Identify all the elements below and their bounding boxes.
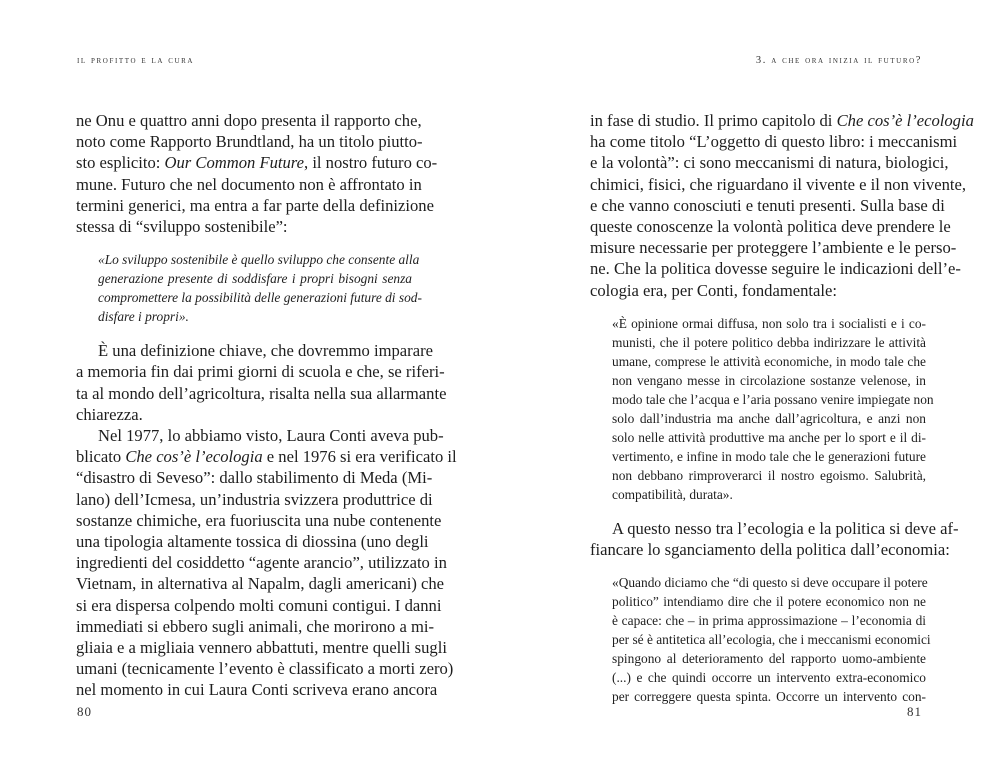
- text-line: umani (tecnicamente l’evento è classificato a morti zero): [76, 659, 454, 679]
- quote-line: munisti, che il potere politico debba indirizzare le attività: [612, 334, 926, 350]
- text-line: sto esplicito: Our Common Future, il nostro futuro co-: [76, 153, 438, 173]
- conti-quote-1: [612, 314, 934, 504]
- quote-line: disfare i propri».: [98, 309, 189, 325]
- quote-line: solo dall’industria ma anche dall’agricoltura, e anzi non: [612, 410, 926, 426]
- text-line: una tipologia altamente tossica di diossina (uno degli: [76, 532, 429, 552]
- text-line: termini generici, ma entra a far parte della definizione: [76, 195, 434, 215]
- quote-line: spingono al deterioramento del rapporto uomo-ambiente: [612, 651, 926, 667]
- text-line: si era dispersa colpendo molti comuni contigui. I danni: [76, 595, 442, 615]
- text-line: lano) dell’Icmesa, un’industria svizzera produttrice di: [76, 489, 433, 509]
- text-line: A questo nesso tra l’ecologia e la politica si deve af-: [612, 518, 959, 538]
- text-line: ta al mondo dell’agricoltura, risalta nella sua allarmante: [76, 383, 447, 403]
- left-paragraph-3: [76, 425, 457, 701]
- quote-line: «Quando diciamo che “di questo si deve occupare il potere: [612, 575, 928, 591]
- text-line: nel momento in cui Laura Conti scriveva erano ancora: [76, 680, 438, 700]
- running-head-left: il profitto e la cura: [77, 55, 195, 66]
- quote-line: non vengano messe in circolazione sostanze velenose, in: [612, 372, 926, 388]
- text-line: ne Onu e quattro anni dopo presenta il rapporto che,: [76, 111, 422, 130]
- quote-line: per correggere questa spinta. Occorre un intervento con-: [612, 689, 926, 705]
- text-line: ingredienti del cosiddetto “agente arancio”, utilizzato in: [76, 553, 447, 573]
- quote-line: è capace: che – in prima approssimazione – l’economia di: [612, 613, 926, 629]
- quote-line: umane, comprese le attività economiche, in modo tale che: [612, 353, 926, 369]
- text-line: stessa di “sviluppo sostenibile”:: [76, 217, 288, 237]
- quote-line: compromettere la possibilità delle generazioni future di sod-: [98, 290, 422, 306]
- text-line: e la volontà”: ci sono meccanismi di natura, biologici,: [590, 153, 949, 173]
- quote-line: solo nelle attività produttive ma anche per lo sport e il di-: [612, 429, 926, 445]
- text-line: chimici, fisici, che riguardano il vivente e il non vivente,: [590, 174, 967, 194]
- right-paragraph-2: [590, 518, 959, 560]
- text-line: sostanze chimiche, era fuoriuscita una nube contenente: [76, 510, 442, 530]
- text-line: cologia era, per Conti, fondamentale:: [590, 280, 837, 300]
- quote-line: vertimento, e infine in modo tale che le generazioni future: [612, 448, 926, 464]
- quote-line: compatibilità, durata».: [612, 486, 733, 502]
- text-line: queste conoscenze la volontà politica deve prendere le: [590, 217, 951, 237]
- quote-line: «È opinione ormai diffusa, non solo tra i socialisti e i co-: [612, 315, 926, 331]
- text-line: chiarezza.: [76, 404, 143, 424]
- text-line: Vietnam, in alternativa al Napalm, dagli americani) che: [76, 574, 445, 594]
- text-line: fiancare lo sganciamento della politica dall’economia:: [590, 540, 950, 560]
- right-page: [500, 0, 1000, 768]
- quote-line: modo tale che l’acqua e l’aria possano venire impiegate non: [612, 391, 934, 407]
- quote-line: politico” intendiamo dire che il potere economico non ne: [612, 594, 926, 610]
- book-title-our-common-future: Our Common Future: [164, 153, 305, 173]
- text-line: misure necessarie per proteggere l’ambiente e le perso-: [590, 238, 957, 258]
- page-number-right: 81: [907, 704, 922, 719]
- text-line: ne. Che la politica dovesse seguire le indicazioni dell’e-: [590, 259, 961, 279]
- text-line: in fase di studio. Il primo capitolo di Che cos’è l’ecologia: [590, 111, 974, 130]
- text-line: blicato Che cos’è l’ecologia e nel 1976 si era verificato il: [76, 447, 457, 467]
- text-line: immediati si ebbero sugli animali, che morirono a mi-: [76, 616, 435, 636]
- page-number-left: 80: [77, 704, 92, 719]
- left-paragraph-1: [76, 110, 438, 237]
- brundtland-quote: [98, 250, 422, 326]
- book-title-che-cose-lecologia: Che cos’è l’ecologia: [836, 111, 974, 130]
- text-line: Nel 1977, lo abbiamo visto, Laura Conti aveva pub-: [98, 426, 444, 446]
- quote-line: per sé è antitetica all’ecologia, che i meccanismi economici: [612, 632, 931, 648]
- right-page-text: [590, 110, 974, 720]
- text-line: “disastro di Seveso”: dallo stabilimento di Meda (Mi-: [76, 468, 433, 488]
- text-line: gliaia e a migliaia vennero abbattuti, mentre quelli sugli: [76, 638, 447, 658]
- quote-line: non debbano rimproverarci il nostro egoismo. Salubrità,: [612, 467, 926, 483]
- conti-quote-2: [612, 573, 931, 706]
- text-line: È una definizione chiave, che dovremmo imparare: [98, 341, 433, 361]
- quote-line: (...) e che quindi occorre un intervento extra-economico: [612, 670, 926, 686]
- quote-line: «Lo sviluppo sostenibile è quello sviluppo che consente alla: [98, 252, 420, 268]
- text-line: e che vanno conosciuti e tenuti presenti. Sulla base di: [590, 195, 945, 215]
- text-line: mune. Futuro che nel documento non è affrontato in: [76, 174, 422, 194]
- text-line: noto come Rapporto Brundtland, ha un titolo piutto-: [76, 132, 423, 152]
- right-paragraph-1: [590, 110, 974, 301]
- text-line: a memoria fin dai primi giorni di scuola e che, se riferi-: [76, 362, 445, 382]
- text-line: ha come titolo “L’oggetto di questo libro: i meccanismi: [590, 132, 958, 152]
- running-head-right: 3. a che ora inizia il futuro?: [755, 55, 922, 66]
- quote-line: generazione presente di soddisfare i propri bisogni senza: [98, 271, 412, 287]
- book-title-che-cose-lecologia: Che cos’è l’ecologia: [125, 447, 263, 467]
- left-paragraph-2: [76, 340, 447, 425]
- left-page-text: [76, 110, 457, 701]
